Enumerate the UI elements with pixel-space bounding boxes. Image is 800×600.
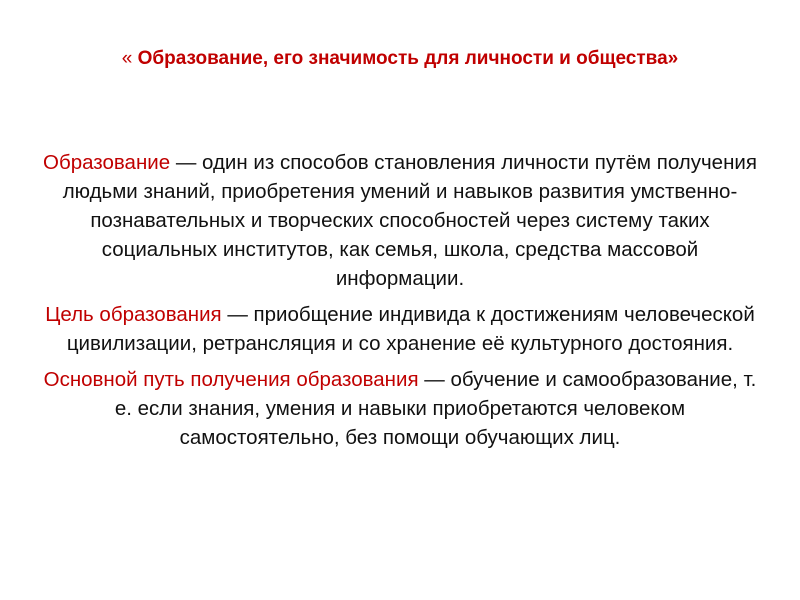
term-education-path: Основной путь получения образования bbox=[43, 368, 419, 391]
paragraph-education-path bbox=[40, 365, 760, 452]
slide-title bbox=[20, 46, 780, 72]
slide-body bbox=[40, 148, 760, 459]
paragraph-education-goal bbox=[40, 300, 760, 358]
term-education: Образование bbox=[43, 151, 171, 174]
paragraph-education-definition bbox=[40, 148, 760, 293]
definition-education-goal: — приобщение индивида к достижениям человеческой цивилизации, ретрансляция и со хранение её культурного достояния. bbox=[66, 303, 755, 355]
title-open-quote: « bbox=[121, 48, 138, 69]
definition-education-path: — обучение и самообразование, т. е. если знания, умения и навыки приобретаются человеком самостоятельно, без помощи обучающих лиц. bbox=[114, 368, 757, 449]
definition-education: — один из способов становления личности путём получения людьми знаний, приобретения умений и навыков развития умственно-познавательных и творческих способностей через систему таких социальных институтов, как семья, школа, средства массовой информации. bbox=[62, 151, 757, 290]
title-text: Образование, его значимость для личности и общества» bbox=[137, 48, 679, 69]
term-education-goal: Цель образования bbox=[45, 303, 222, 326]
